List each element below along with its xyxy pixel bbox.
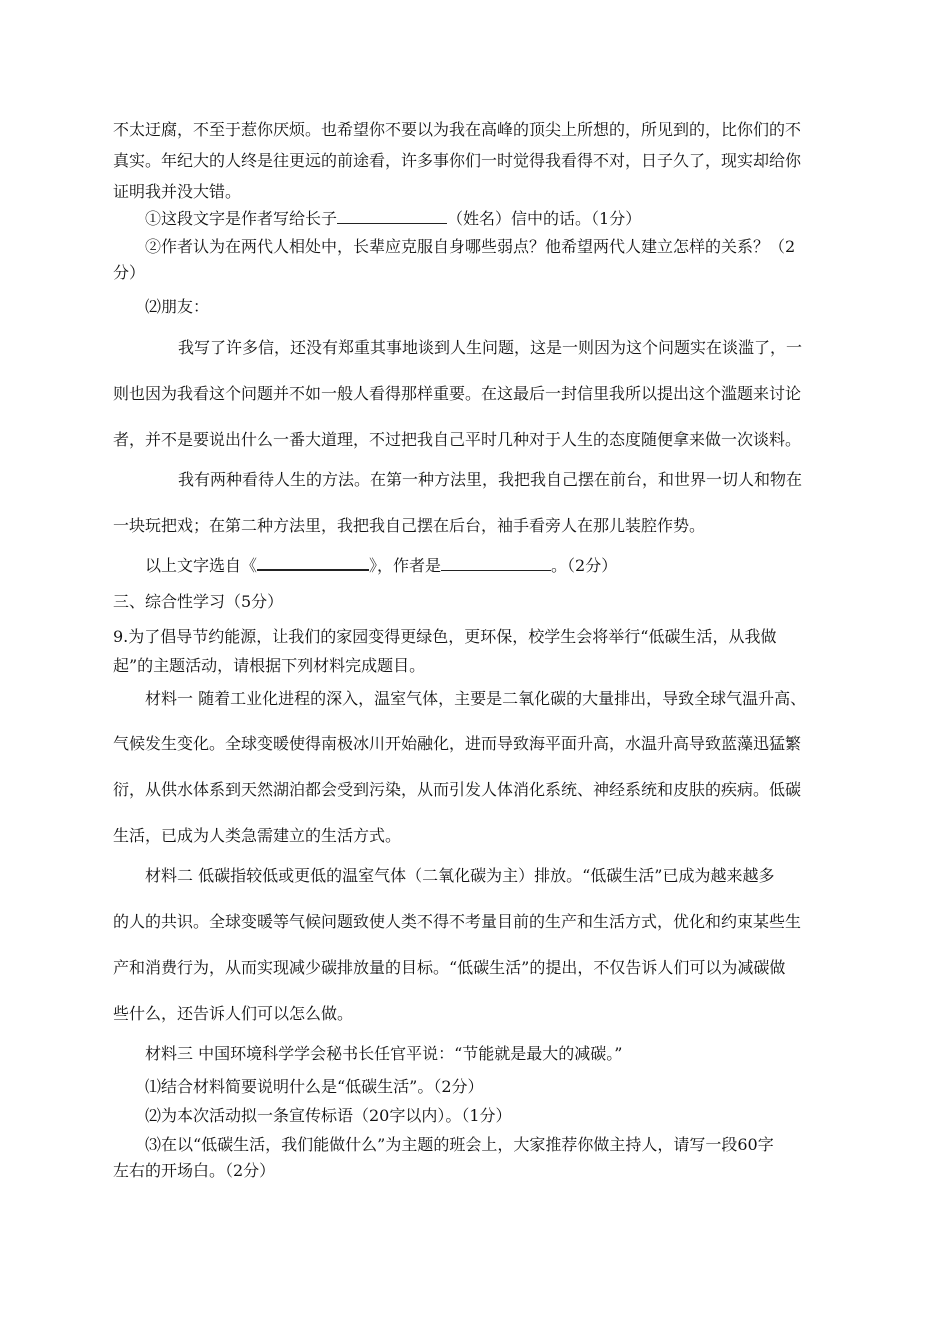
material-1-line: 生活，已成为人类急需建立的生活方式。 xyxy=(113,826,402,845)
question-text: ①这段文字是作者写给长子 xyxy=(145,209,338,228)
book-title-blank[interactable] xyxy=(257,553,369,571)
material-2-line: 材料二 低碳指较低或更低的温室气体（二氧化碳为主）排放。“低碳生活”已成为越来越多 xyxy=(145,866,775,885)
passage-line: 不太迂腐，不至于惹你厌烦。也希望你不要以为我在高峰的顶尖上所想的，所见到的，比你们的不 xyxy=(113,120,802,139)
question-text: （姓名）信中的话。（1分） xyxy=(447,209,642,228)
question-text: 以上文字选自《 xyxy=(145,556,258,575)
passage-line: 证明我并没大错。 xyxy=(113,182,242,201)
material-1-line: 材料一 随着工业化进程的深入，温室气体，主要是二氧化碳的大量排出，导致全球气温升高、 xyxy=(145,689,807,708)
passage-line: 者，并不是要说出什么一番大道理，不过把我自己平时几种对于人生的态度随便拿来做一次谈料。 xyxy=(113,430,802,449)
question-text: 。（2分） xyxy=(551,556,618,575)
material-3-line: 材料三 中国环境科学学会秘书长任官平说：“节能就是最大的减碳。” xyxy=(145,1044,623,1063)
author-blank[interactable] xyxy=(441,554,551,571)
material-1-line: 气候发生变化。全球变暖使得南极冰川开始融化，进而导致海平面升高，水温升高导致蓝藻迅猛繁 xyxy=(113,734,802,753)
section-heading: 三、综合性学习（5分） xyxy=(113,592,284,611)
question-9-line: 起”的主题活动，请根据下列材料完成题目。 xyxy=(113,656,426,675)
question-9-line: 9.为了倡导节约能源，让我们的家园变得更绿色，更环保，校学生会将举行“低碳生活，从我做 xyxy=(113,627,777,646)
passage-line: 我有两种看待人生的方法。在第一种方法里，我把我自己摆在前台，和世界一切人和物在 xyxy=(178,470,803,489)
answer-blank[interactable] xyxy=(337,207,447,224)
question-1-part-2: ②作者认为在两代人相处中，长辈应克服自身哪些弱点？他希望两代人建立怎样的关系？（2 xyxy=(145,237,796,256)
material-2-line: 些什么，还告诉人们可以怎么做。 xyxy=(113,1004,354,1023)
question-2-label: ⑵朋友： xyxy=(145,297,210,316)
question-2-source xyxy=(145,553,837,577)
question-text: 》，作者是 xyxy=(369,556,442,575)
passage-line: 真实。年纪大的人终是往更远的前途看，许多事你们一时觉得我看得不对，日子久了，现实却给你 xyxy=(113,151,802,170)
sub-question-2: ⑵为本次活动拟一条宣传标语（20字以内）。（1分） xyxy=(145,1106,512,1125)
sub-question-3-cont: 左右的开场白。（2分） xyxy=(113,1161,276,1180)
material-2-line: 产和消费行为，从而实现减少碳排放量的目标。“低碳生活”的提出，不仅告诉人们可以为减碳做 xyxy=(113,958,786,977)
material-2-line: 的人的共识。全球变暖等气候问题致使人类不得不考量目前的生产和生活方式，优化和约束某些生 xyxy=(113,912,802,931)
passage-line: 则也因为我看这个问题并不如一般人看得那样重要。在这最后一封信里我所以提出这个滥题来讨论 xyxy=(113,384,802,403)
sub-question-3: ⑶在以“低碳生活，我们能做什么”为主题的班会上，大家推荐你做主持人，请写一段60字 xyxy=(145,1135,774,1154)
material-1-line: 衍，从供水体系到天然湖泊都会受到污染，从而引发人体消化系统、神经系统和皮肤的疾病。低碳 xyxy=(113,780,802,799)
passage-line: 一块玩把戏；在第二种方法里，我把我自己摆在后台，袖手看旁人在那儿装腔作势。 xyxy=(113,516,706,535)
sub-question-1: ⑴结合材料简要说明什么是“低碳生活”。（2分） xyxy=(145,1077,484,1096)
question-1-part-2-cont: 分） xyxy=(113,263,146,282)
passage-line: 我写了许多信，还没有郑重其事地谈到人生问题，这是一则因为这个问题实在谈滥了，一 xyxy=(178,338,803,357)
question-1-part-1 xyxy=(145,207,837,230)
